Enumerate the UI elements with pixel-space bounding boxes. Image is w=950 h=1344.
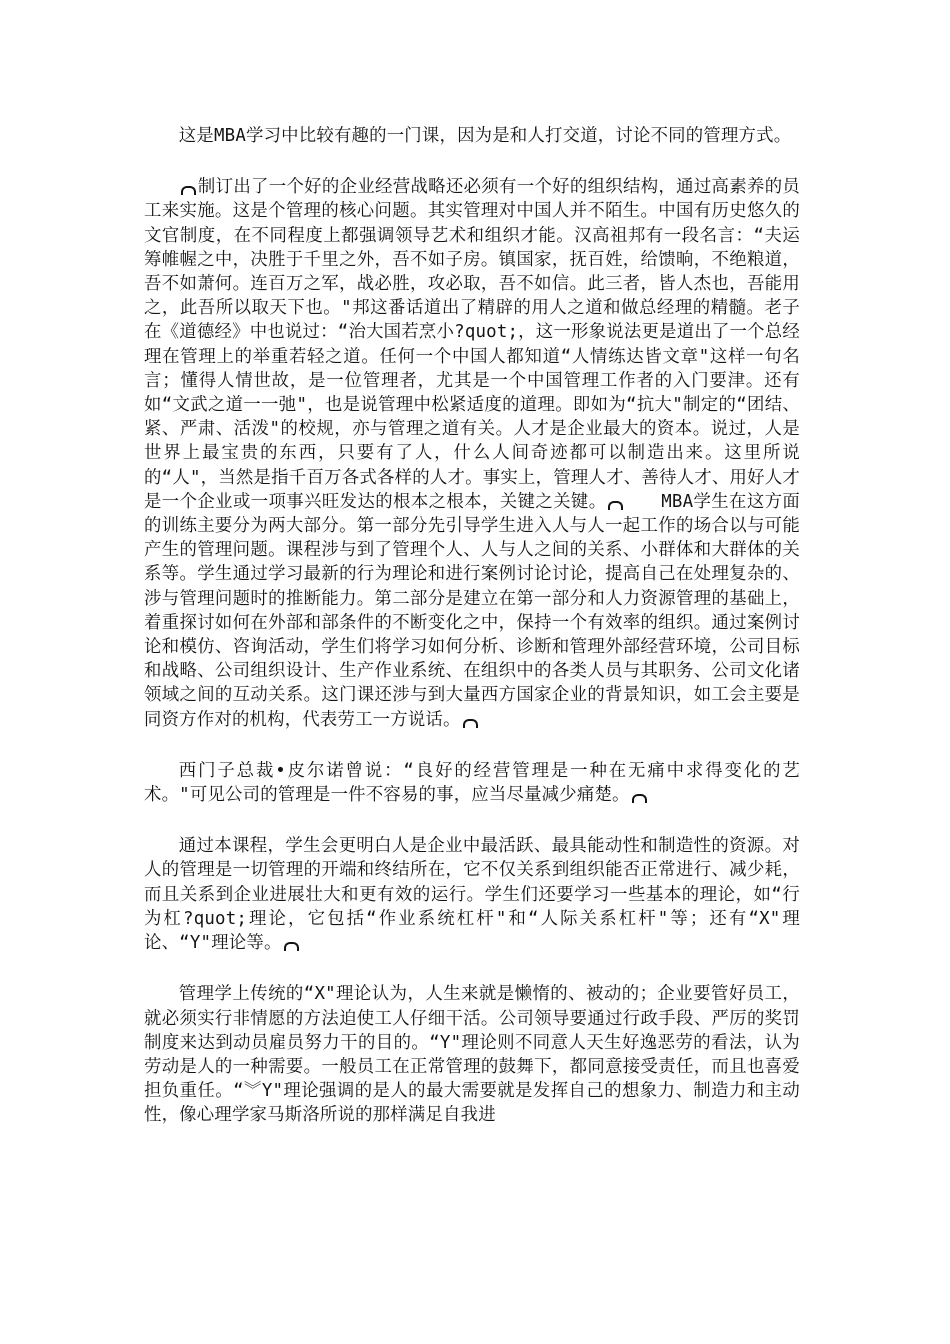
paragraph-2 bbox=[144, 175, 800, 732]
paragraph-2-text-continued: MBA学生在这方面的训练主要分为两大部分。第一部分先引导学生进入人与人一起工作的场合以与可能产生的管理问题。课程涉与到了管理个人、人与人之间的关系、小群体和大群体的关系等。学生通过学习最新的行为理论和进行案例讨论讨论，提高自己在处理复杂的、涉与管理问题时的推断能力。第二部分是建立在第一部分和人力资源管理的基础上，着重探讨如何在外部和部条件的不断变化之中，保持一个有效率的组织。通过案例讨论和模仿、咨询活动，学生们将学习如何分析、诊断和管理外部经营环境，公司目标和战略、公司组织设计、生产作业系统、在组织中的各类人员与其职务、公司文化诸领域之间的互动关系。这门课还涉与到大量西方国家企业的背景知识，如工会主要是同资方作对的机构，代表劳工一方说话。 bbox=[144, 491, 800, 730]
paragraph-5-text: 管理学上传统的“X"理论认为，人生来就是懒惰的、被动的；企业要管好员工，就必须实行非情愿的方法迫使工人仔细干活。公司领导要通过行政手段、严厉的奖罚制度来达到动员雇员努力干的目的。“Y"理论则不同意人天生好逸恶劳的看法，认为劳动是人的一种需要。一般员工在正常管理的鼓舞下，都同意接受责任，而且也喜爱担负重任。“︾Y"理论强调的是人的最大需要就是发挥自己的想象力、制造力和主动性，像心理学家马斯洛所说的那样满足自我进 bbox=[144, 984, 800, 1126]
section-break-icon bbox=[181, 186, 196, 195]
paragraph-1-text: 这是MBA学习中比较有趣的一门课，因为是和人打交道，讨论不同的管理方式。 bbox=[178, 126, 792, 146]
paragraph-4-text: 通过本课程，学生会更明白人是企业中最活跃、最具能动性和制造性的资源。对人的管理是一切管理的开端和终结所在，它不仅关系到组织能否正常进行、减少耗，而且关系到企业进展壮大和更有效的运行。学生们还要学习一些基本的理论，如“行为杠?quot;理论，它包括“作业系统杠杆"和“人际关系杠杆"等；还有“X"理论、“Y"理论等。 bbox=[144, 836, 800, 954]
document-page bbox=[144, 124, 800, 1128]
section-break-icon bbox=[608, 501, 623, 510]
paragraph-3 bbox=[144, 759, 800, 807]
section-break-icon bbox=[632, 794, 647, 803]
paragraph-5 bbox=[144, 982, 800, 1127]
paragraph-1 bbox=[144, 124, 800, 148]
section-break-icon bbox=[284, 942, 299, 951]
paragraph-3-text: 西门子总裁•皮尔诺曾说：“良好的经营管理是一种在无痛中求得变化的艺术。"可见公司的管理是一件不容易的事，应当尽量减少痛楚。 bbox=[144, 760, 800, 806]
paragraph-4 bbox=[144, 834, 800, 955]
section-break-icon bbox=[463, 719, 478, 728]
paragraph-2-text: 制订出了一个好的企业经营战略还必须有一个好的组织结构，通过高素养的员工来实施。这是个管理的核心问题。其实管理对中国人并不陌生。中国有历史悠久的文官制度，在不同程度上都强调领导艺术和组织才能。汉高祖邦有一段名言：“夫运筹帷幄之中，决胜于千里之外，吾不如子房。镇国家，抚百姓，给馈晌，不绝粮道，吾不如萧何。连百万之军，战必胜，攻必取，吾不如信。此三者，皆人杰也，吾能用之，此吾所以取天下也。"邦这番话道出了精辟的用人之道和做总经理的精髓。老子在《道德经》中也说过：“治大国若烹小?quot;，这一形象说法更是道出了一个总经理在管理上的举重若轻之道。任何一个中国人都知道“人情练达皆文章"这样一句名言；懂得人情世故，是一位管理者，尤其是一个中国管理工作者的入门要津。还有如“文武之道一一弛"，也是说管理中松紧适度的道理。即如为“抗大"制定的“团结、紧、严肃、活泼"的校规，亦与管理之道有关。人才是企业最大的资本。说过，人是世界上最宝贵的东西，只要有了人，什么人间奇迹都可以制造出来。这里所说的“人"，当然是指千百万各式各样的人才。事实上，管理人才、善待人才、用好人才是一个企业或一项事兴旺发达的根本之根本，关键之关键。 bbox=[144, 177, 800, 512]
